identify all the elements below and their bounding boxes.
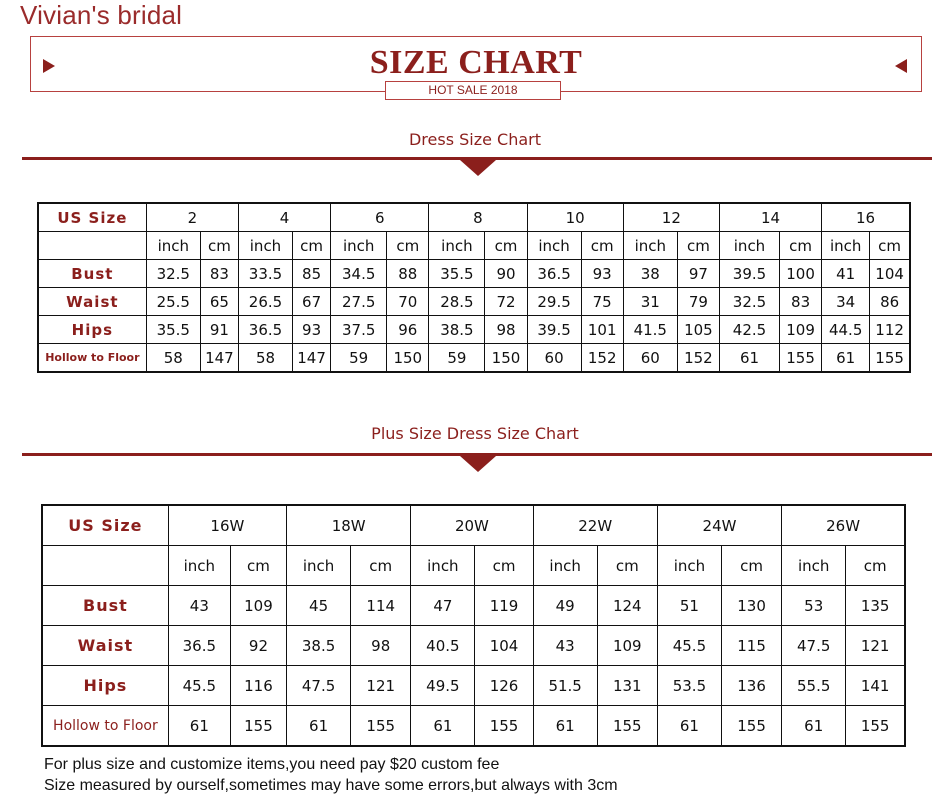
row-label: Hollow to Floor: [42, 706, 168, 747]
table-row: [42, 666, 905, 706]
measurement-cell: 58: [238, 344, 292, 373]
measurement-cell: 93: [581, 260, 623, 288]
measurement-cell: 65: [200, 288, 238, 316]
unit-label: inch: [719, 232, 779, 260]
measurement-cell: 35.5: [429, 260, 485, 288]
measurement-cell: 155: [846, 706, 905, 747]
measurement-cell: 121: [846, 626, 905, 666]
size-header: 4: [238, 203, 330, 232]
size-header: 26W: [782, 505, 905, 546]
measurement-cell: 36.5: [527, 260, 581, 288]
measurement-cell: 152: [677, 344, 719, 373]
us-size-header: US Size: [42, 505, 168, 546]
measurement-cell: 49: [533, 586, 597, 626]
size-header: 8: [429, 203, 527, 232]
unit-label: cm: [597, 546, 657, 586]
measurement-cell: 88: [387, 260, 429, 288]
row-label: Hollow to Floor: [38, 344, 146, 373]
row-label: Bust: [42, 586, 168, 626]
unit-label: inch: [822, 232, 870, 260]
measurement-cell: 38.5: [287, 626, 351, 666]
measurement-cell: 61: [822, 344, 870, 373]
measurement-cell: 31: [623, 288, 677, 316]
table-row: [42, 586, 905, 626]
measurement-cell: 61: [287, 706, 351, 747]
measurement-cell: 141: [846, 666, 905, 706]
unit-label: inch: [533, 546, 597, 586]
measurement-cell: 135: [846, 586, 905, 626]
measurement-cell: 39.5: [719, 260, 779, 288]
measurement-cell: 45: [287, 586, 351, 626]
measurement-cell: 109: [780, 316, 822, 344]
measurement-cell: 43: [533, 626, 597, 666]
measurement-cell: 61: [533, 706, 597, 747]
measurement-cell: 36.5: [238, 316, 292, 344]
measurement-cell: 39.5: [527, 316, 581, 344]
measurement-cell: 100: [780, 260, 822, 288]
unit-label: cm: [677, 232, 719, 260]
measurement-cell: 98: [485, 316, 527, 344]
measurement-cell: 92: [230, 626, 286, 666]
measurement-cell: 115: [722, 626, 782, 666]
measurement-cell: 41: [822, 260, 870, 288]
measurement-cell: 136: [722, 666, 782, 706]
measurement-cell: 59: [429, 344, 485, 373]
unit-row-blank: [38, 232, 146, 260]
us-size-header: US Size: [38, 203, 146, 232]
measurement-cell: 72: [485, 288, 527, 316]
measurement-cell: 124: [597, 586, 657, 626]
table-row: [42, 706, 905, 747]
measurement-cell: 45.5: [657, 626, 721, 666]
unit-label: cm: [722, 546, 782, 586]
measurement-cell: 28.5: [429, 288, 485, 316]
unit-label: inch: [429, 232, 485, 260]
measurement-cell: 98: [351, 626, 411, 666]
measurement-cell: 40.5: [411, 626, 475, 666]
unit-label: inch: [287, 546, 351, 586]
measurement-cell: 53.5: [657, 666, 721, 706]
plus-size-table: [41, 504, 906, 747]
measurement-cell: 152: [581, 344, 623, 373]
measurement-cell: 155: [597, 706, 657, 747]
measurement-cell: 83: [200, 260, 238, 288]
unit-label: inch: [657, 546, 721, 586]
measurement-cell: 90: [485, 260, 527, 288]
unit-label: inch: [527, 232, 581, 260]
measurement-cell: 93: [293, 316, 331, 344]
unit-label: inch: [331, 232, 387, 260]
brand-logo: Vivian's bridal: [20, 0, 183, 30]
unit-label: cm: [387, 232, 429, 260]
measurement-cell: 121: [351, 666, 411, 706]
measurement-cell: 109: [597, 626, 657, 666]
size-header: 20W: [411, 505, 533, 546]
measurement-cell: 155: [780, 344, 822, 373]
unit-label: cm: [293, 232, 331, 260]
measurement-cell: 42.5: [719, 316, 779, 344]
arrow-left-icon: [895, 59, 907, 73]
measurement-cell: 155: [230, 706, 286, 747]
dress-divider-notch-icon: [460, 160, 496, 176]
measurement-cell: 96: [387, 316, 429, 344]
measurement-cell: 51: [657, 586, 721, 626]
measurement-cell: 47: [411, 586, 475, 626]
measurement-cell: 38.5: [429, 316, 485, 344]
measurement-cell: 35.5: [146, 316, 200, 344]
table-row: [38, 344, 910, 373]
measurement-cell: 34: [822, 288, 870, 316]
measurement-cell: 104: [475, 626, 533, 666]
size-header: 22W: [533, 505, 657, 546]
measurement-cell: 109: [230, 586, 286, 626]
measurement-cell: 45.5: [168, 666, 230, 706]
measurement-cell: 155: [722, 706, 782, 747]
measurement-cell: 147: [293, 344, 331, 373]
measurement-cell: 91: [200, 316, 238, 344]
unit-label: inch: [411, 546, 475, 586]
unit-label: cm: [475, 546, 533, 586]
measurement-cell: 147: [200, 344, 238, 373]
unit-label: inch: [238, 232, 292, 260]
measurement-cell: 32.5: [719, 288, 779, 316]
measurement-cell: 38: [623, 260, 677, 288]
measurement-cell: 32.5: [146, 260, 200, 288]
measurement-cell: 60: [527, 344, 581, 373]
measurement-cell: 85: [293, 260, 331, 288]
measurement-cell: 150: [387, 344, 429, 373]
measurement-cell: 101: [581, 316, 623, 344]
measurement-cell: 33.5: [238, 260, 292, 288]
measurement-cell: 55.5: [782, 666, 846, 706]
measurement-cell: 53: [782, 586, 846, 626]
size-header: 6: [331, 203, 429, 232]
measurement-cell: 58: [146, 344, 200, 373]
measurement-cell: 61: [657, 706, 721, 747]
size-header: 16: [822, 203, 910, 232]
unit-label: inch: [782, 546, 846, 586]
measurement-cell: 44.5: [822, 316, 870, 344]
plus-divider-notch-icon: [460, 456, 496, 472]
page-title: SIZE CHART: [369, 44, 583, 81]
measurement-cell: 36.5: [168, 626, 230, 666]
measurement-cell: 25.5: [146, 288, 200, 316]
measurement-cell: 61: [168, 706, 230, 747]
measurement-cell: 75: [581, 288, 623, 316]
measurement-cell: 130: [722, 586, 782, 626]
row-label: Hips: [38, 316, 146, 344]
measurement-note: Size measured by ourself,sometimes may have some errors,but always with 3cm: [44, 777, 618, 794]
unit-label: inch: [168, 546, 230, 586]
table-row: [38, 316, 910, 344]
measurement-cell: 131: [597, 666, 657, 706]
measurement-cell: 26.5: [238, 288, 292, 316]
measurement-cell: 27.5: [331, 288, 387, 316]
plus-section-title: Plus Size Dress Size Chart: [371, 424, 579, 443]
size-header: 16W: [168, 505, 286, 546]
measurement-cell: 67: [293, 288, 331, 316]
dress-size-table: [37, 202, 911, 373]
measurement-cell: 70: [387, 288, 429, 316]
measurement-cell: 59: [331, 344, 387, 373]
measurement-cell: 150: [485, 344, 527, 373]
unit-label: cm: [780, 232, 822, 260]
size-header: 18W: [287, 505, 411, 546]
measurement-cell: 155: [475, 706, 533, 747]
measurement-cell: 61: [782, 706, 846, 747]
table-row: [38, 288, 910, 316]
unit-label: cm: [485, 232, 527, 260]
unit-row-blank: [42, 546, 168, 586]
unit-label: cm: [870, 232, 910, 260]
unit-label: cm: [846, 546, 905, 586]
measurement-cell: 105: [677, 316, 719, 344]
measurement-cell: 61: [411, 706, 475, 747]
measurement-cell: 43: [168, 586, 230, 626]
size-header: 10: [527, 203, 623, 232]
measurement-cell: 47.5: [782, 626, 846, 666]
unit-label: inch: [623, 232, 677, 260]
unit-label: inch: [146, 232, 200, 260]
row-label: Hips: [42, 666, 168, 706]
row-label: Bust: [38, 260, 146, 288]
measurement-cell: 47.5: [287, 666, 351, 706]
measurement-cell: 61: [719, 344, 779, 373]
measurement-cell: 83: [780, 288, 822, 316]
unit-label: cm: [351, 546, 411, 586]
row-label: Waist: [38, 288, 146, 316]
measurement-cell: 29.5: [527, 288, 581, 316]
measurement-cell: 119: [475, 586, 533, 626]
measurement-cell: 79: [677, 288, 719, 316]
measurement-cell: 114: [351, 586, 411, 626]
unit-label: cm: [581, 232, 623, 260]
measurement-cell: 37.5: [331, 316, 387, 344]
row-label: Waist: [42, 626, 168, 666]
measurement-cell: 86: [870, 288, 910, 316]
measurement-cell: 51.5: [533, 666, 597, 706]
hot-sale-tag: HOT SALE 2018: [385, 81, 561, 100]
measurement-cell: 49.5: [411, 666, 475, 706]
measurement-cell: 60: [623, 344, 677, 373]
measurement-cell: 116: [230, 666, 286, 706]
table-row: [38, 260, 910, 288]
measurement-cell: 34.5: [331, 260, 387, 288]
size-header: 12: [623, 203, 719, 232]
measurement-cell: 155: [870, 344, 910, 373]
measurement-cell: 112: [870, 316, 910, 344]
measurement-cell: 97: [677, 260, 719, 288]
table-row: [42, 626, 905, 666]
dress-section-title: Dress Size Chart: [408, 130, 542, 149]
custom-fee-note: For plus size and customize items,you need pay $20 custom fee: [44, 756, 500, 773]
measurement-cell: 155: [351, 706, 411, 747]
measurement-cell: 41.5: [623, 316, 677, 344]
unit-label: cm: [200, 232, 238, 260]
size-header: 14: [719, 203, 821, 232]
measurement-cell: 126: [475, 666, 533, 706]
size-header: 2: [146, 203, 238, 232]
unit-label: cm: [230, 546, 286, 586]
size-header: 24W: [657, 505, 781, 546]
measurement-cell: 104: [870, 260, 910, 288]
